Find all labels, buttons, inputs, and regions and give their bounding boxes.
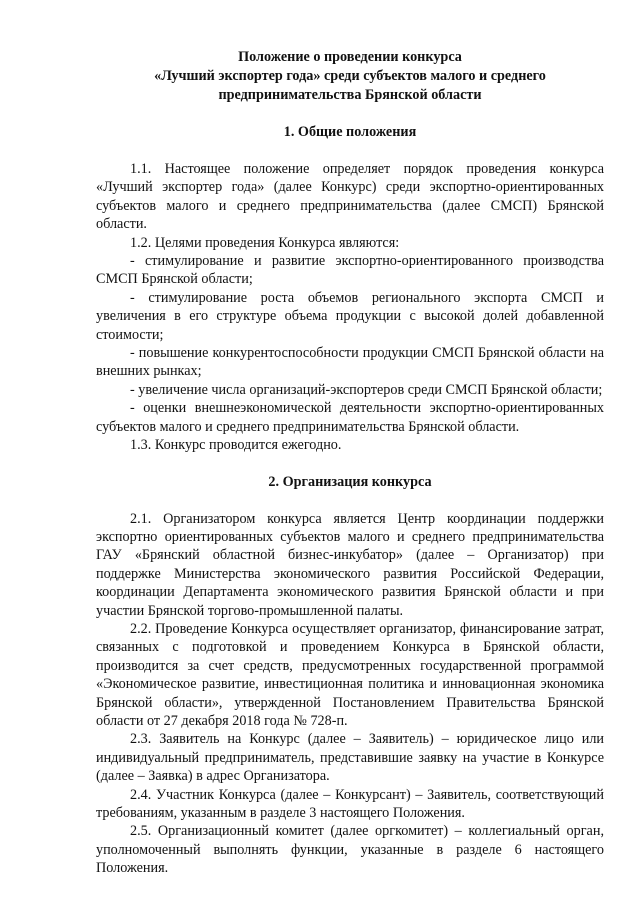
section-2-heading: 2. Организация конкурса	[268, 473, 432, 490]
paragraph-1-2: 1.2. Целями проведения Конкурса являются:	[130, 234, 400, 251]
document-title	[96, 48, 604, 105]
goal-item-4: - увеличение числа организаций-экспортеров среди СМСП Брянской области;	[130, 381, 603, 398]
title-line-3: предпринимательства Брянской области	[218, 87, 482, 103]
paragraph-1-3: 1.3. Конкурс проводится ежегодно.	[130, 437, 342, 454]
title-line-2: «Лучший экспортер года» среди субъектов малого и среднего	[154, 68, 546, 84]
paragraph-2-5: 2.5. Организационный комитет (далее оргкомитет) – коллегиальный орган, уполномоченный выполнять функции, указанные в разделе 6 настоящего Положения.	[96, 823, 604, 877]
section-1-heading: 1. Общие положения	[283, 124, 417, 140]
goal-item-2: - стимулирование роста объемов регионального экспорта СМСП и увеличения в его структуре объема продукции с высокой долей добавленной стоимости;	[96, 289, 604, 343]
paragraph-2-1: 2.1. Организатором конкурса является Центр координации поддержки экспортно ориентированных субъектов малого и среднего предпринимательства ГАУ «Брянский областной бизнес-инкубатор» (далее – Организатор) при поддержке Министерства экономического развития Российской Федерации, координации Департамента экономического развития Брянской области и при участии Брянской торгово-промышленной палаты.	[96, 510, 604, 619]
paragraph-1-1: 1.1. Настоящее положение определяет порядок проведения конкурса «Лучший экспортер года» (далее Конкурс) среди экспортно-ориентированных субъектов малого и среднего предпринимательства (далее СМСП) Брянской области.	[96, 161, 604, 233]
paragraph-2-3: 2.3. Заявитель на Конкурс (далее – Заявитель) – юридическое лицо или индивидуальный предприниматель, представившие заявку на участие в Конкурсе (далее – Заявка) в адрес Организатора.	[96, 731, 604, 785]
title-line-1: Положение о проведении конкурса	[238, 49, 462, 65]
goal-item-3: - повышение конкурентоспособности продукции СМСП Брянской области на внешних рынках;	[96, 345, 604, 380]
goal-item-5: - оценки внешнеэкономической деятельности экспортно-ориентированных субъектов малого и среднего предпринимательства Брянской области.	[96, 400, 604, 435]
paragraph-2-2: 2.2. Проведение Конкурса осуществляет организатор, финансирование затрат, связанных с подготовкой и проведением Конкурса в Брянской области, производится за счет средств, предусмотренных государственной программой «Экономическое развитие, инвестиционная политика и инновационная экономика Брянской области», утвержденной Постановлением Правительства Брянской области от 27 декабря 2018 года № 728-п.	[96, 620, 604, 729]
goal-item-1: - стимулирование и развитие экспортно-ориентированного производства СМСП Брянской области;	[96, 253, 604, 288]
paragraph-2-4: 2.4. Участник Конкурса (далее – Конкурсант) – Заявитель, соответствующий требованиям, указанным в разделе 3 настоящего Положения.	[96, 786, 604, 821]
